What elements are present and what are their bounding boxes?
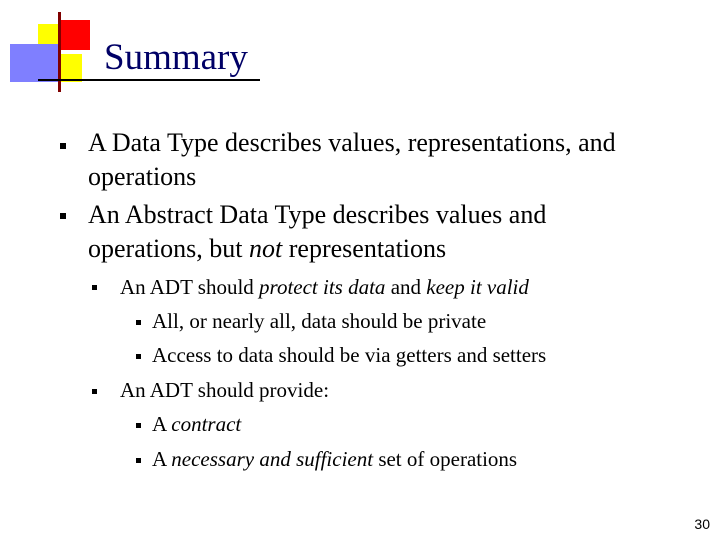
sub-sub-bullet-marker xyxy=(136,320,141,325)
bullet-text-line: A Data Type describes values, representations, and xyxy=(88,128,616,157)
sub-sub-bullet-item xyxy=(152,410,241,438)
sub-bullet-item xyxy=(120,273,529,301)
sub-bullet-item xyxy=(120,376,329,404)
sub-bullet-emphasis: protect its data xyxy=(259,275,386,299)
bullet-text-line xyxy=(88,232,546,266)
sub-sub-bullet-item xyxy=(152,445,517,473)
sub-sub-bullet-text: A xyxy=(152,412,172,436)
bullet-text: operations, but xyxy=(88,234,250,263)
sub-sub-bullet-text: All, or nearly all, data should be private xyxy=(152,309,487,333)
page-number: 30 xyxy=(694,516,710,532)
bullet-item xyxy=(88,198,546,266)
bullet-text-line: An Abstract Data Type describes values and xyxy=(88,200,547,229)
sub-sub-bullet-marker xyxy=(136,458,141,463)
bullet-marker xyxy=(60,213,66,219)
sub-sub-bullet-marker xyxy=(136,354,141,359)
sub-bullet-marker xyxy=(92,285,97,290)
sub-bullet-text: An ADT should provide: xyxy=(120,378,330,402)
sub-bullet-text: An ADT should xyxy=(120,275,260,299)
bullet-item xyxy=(88,126,616,194)
sub-sub-bullet-emphasis: contract xyxy=(171,412,242,436)
bullet-text-emphasis: not xyxy=(249,234,283,263)
sub-sub-bullet-item xyxy=(152,307,486,335)
slide-title: Summary xyxy=(104,37,248,78)
bullet-marker xyxy=(60,143,66,149)
sub-bullet-emphasis: keep it valid xyxy=(426,275,529,299)
sub-bullet-text: and xyxy=(385,275,427,299)
bullet-text: representations xyxy=(282,234,447,263)
sub-sub-bullet-item xyxy=(152,341,546,369)
sub-sub-bullet-text: A xyxy=(152,447,172,471)
sub-sub-bullet-marker xyxy=(136,423,141,428)
sub-bullet-marker xyxy=(92,389,97,394)
sub-sub-bullet-text: Access to data should be via getters and setters xyxy=(152,343,547,367)
sub-sub-bullet-text: set of operations xyxy=(373,447,518,471)
bullet-text-line: operations xyxy=(88,162,197,191)
sub-sub-bullet-emphasis: necessary and sufficient xyxy=(171,447,374,471)
